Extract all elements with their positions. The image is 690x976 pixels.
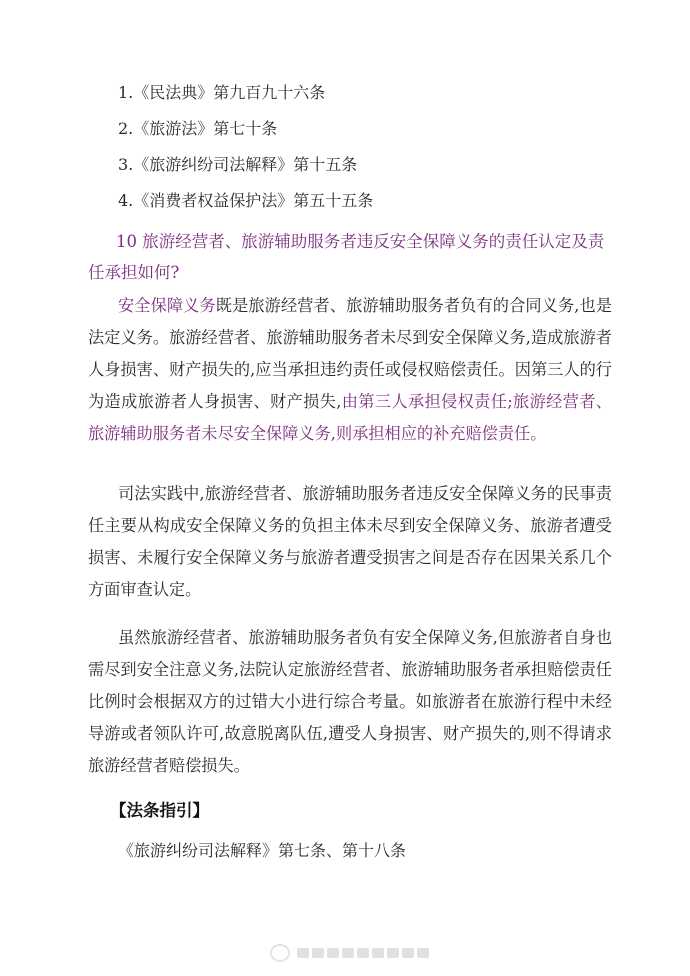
paragraph-security-duty: [88, 290, 612, 450]
paragraph-tourist-duty: 虽然旅游经营者、旅游辅助服务者负有安全保障义务,但旅游者自身也需尽到安全注意义务,法院认定旅游经营者、旅游辅助服务者承担赔偿责任比例时会根据双方的过错大小进行综合考量。如旅游者在旅游行程中未经导游或者领队许可,故意脱离队伍,遭受人身损害、财产损失的,则不得请求旅游经营者赔偿损失。: [88, 628, 612, 775]
watermark: [270, 944, 429, 962]
paragraph-judicial-practice: 司法实践中,旅游经营者、旅游辅助服务者违反安全保障义务的民事责任主要从构成安全保障义务的负担主体未尽到安全保障义务、旅游者遭受损害、未履行安全保障义务与旅游者遭受损害之间是否存在因果关系几个方面审查认定。: [88, 484, 612, 599]
legal-guide-reference: 《旅游纠纷司法解释》第七条、第十八条: [118, 841, 407, 860]
legal-guide-heading: 【法条指引】: [110, 801, 209, 820]
reference-item: 1.《民法典》第九百九十六条: [118, 83, 326, 102]
paragraph-text: 既是旅游经营者、旅游辅助服务者负有的合同义务,也是法定义务。旅游经营者、旅游辅助服务者未尽到安全保障义务,造成旅游者人身损害、财产损失的,应当承担违约责任或侵权赔偿责任。因第三人的行为造成旅游者人身损害、财产损失,: [88, 296, 612, 411]
reference-item: 4.《消费者权益保护法》第五十五条: [118, 191, 374, 210]
highlight-term: 安全保障义务: [118, 296, 216, 315]
reference-item: 2.《旅游法》第七十条: [118, 119, 278, 138]
watermark-logo-icon: [270, 944, 290, 962]
question-heading: 10 旅游经营者、旅游辅助服务者违反安全保障义务的责任认定及责任承担如何?: [88, 232, 605, 282]
reference-item: 3.《旅游纠纷司法解释》第十五条: [118, 155, 358, 174]
highlight-conclusion: 由第三人承担侵权责任;旅游经营者、旅游辅助服务者未尽安全保障义务,则承担相应的补充赔偿责任。: [88, 392, 612, 443]
